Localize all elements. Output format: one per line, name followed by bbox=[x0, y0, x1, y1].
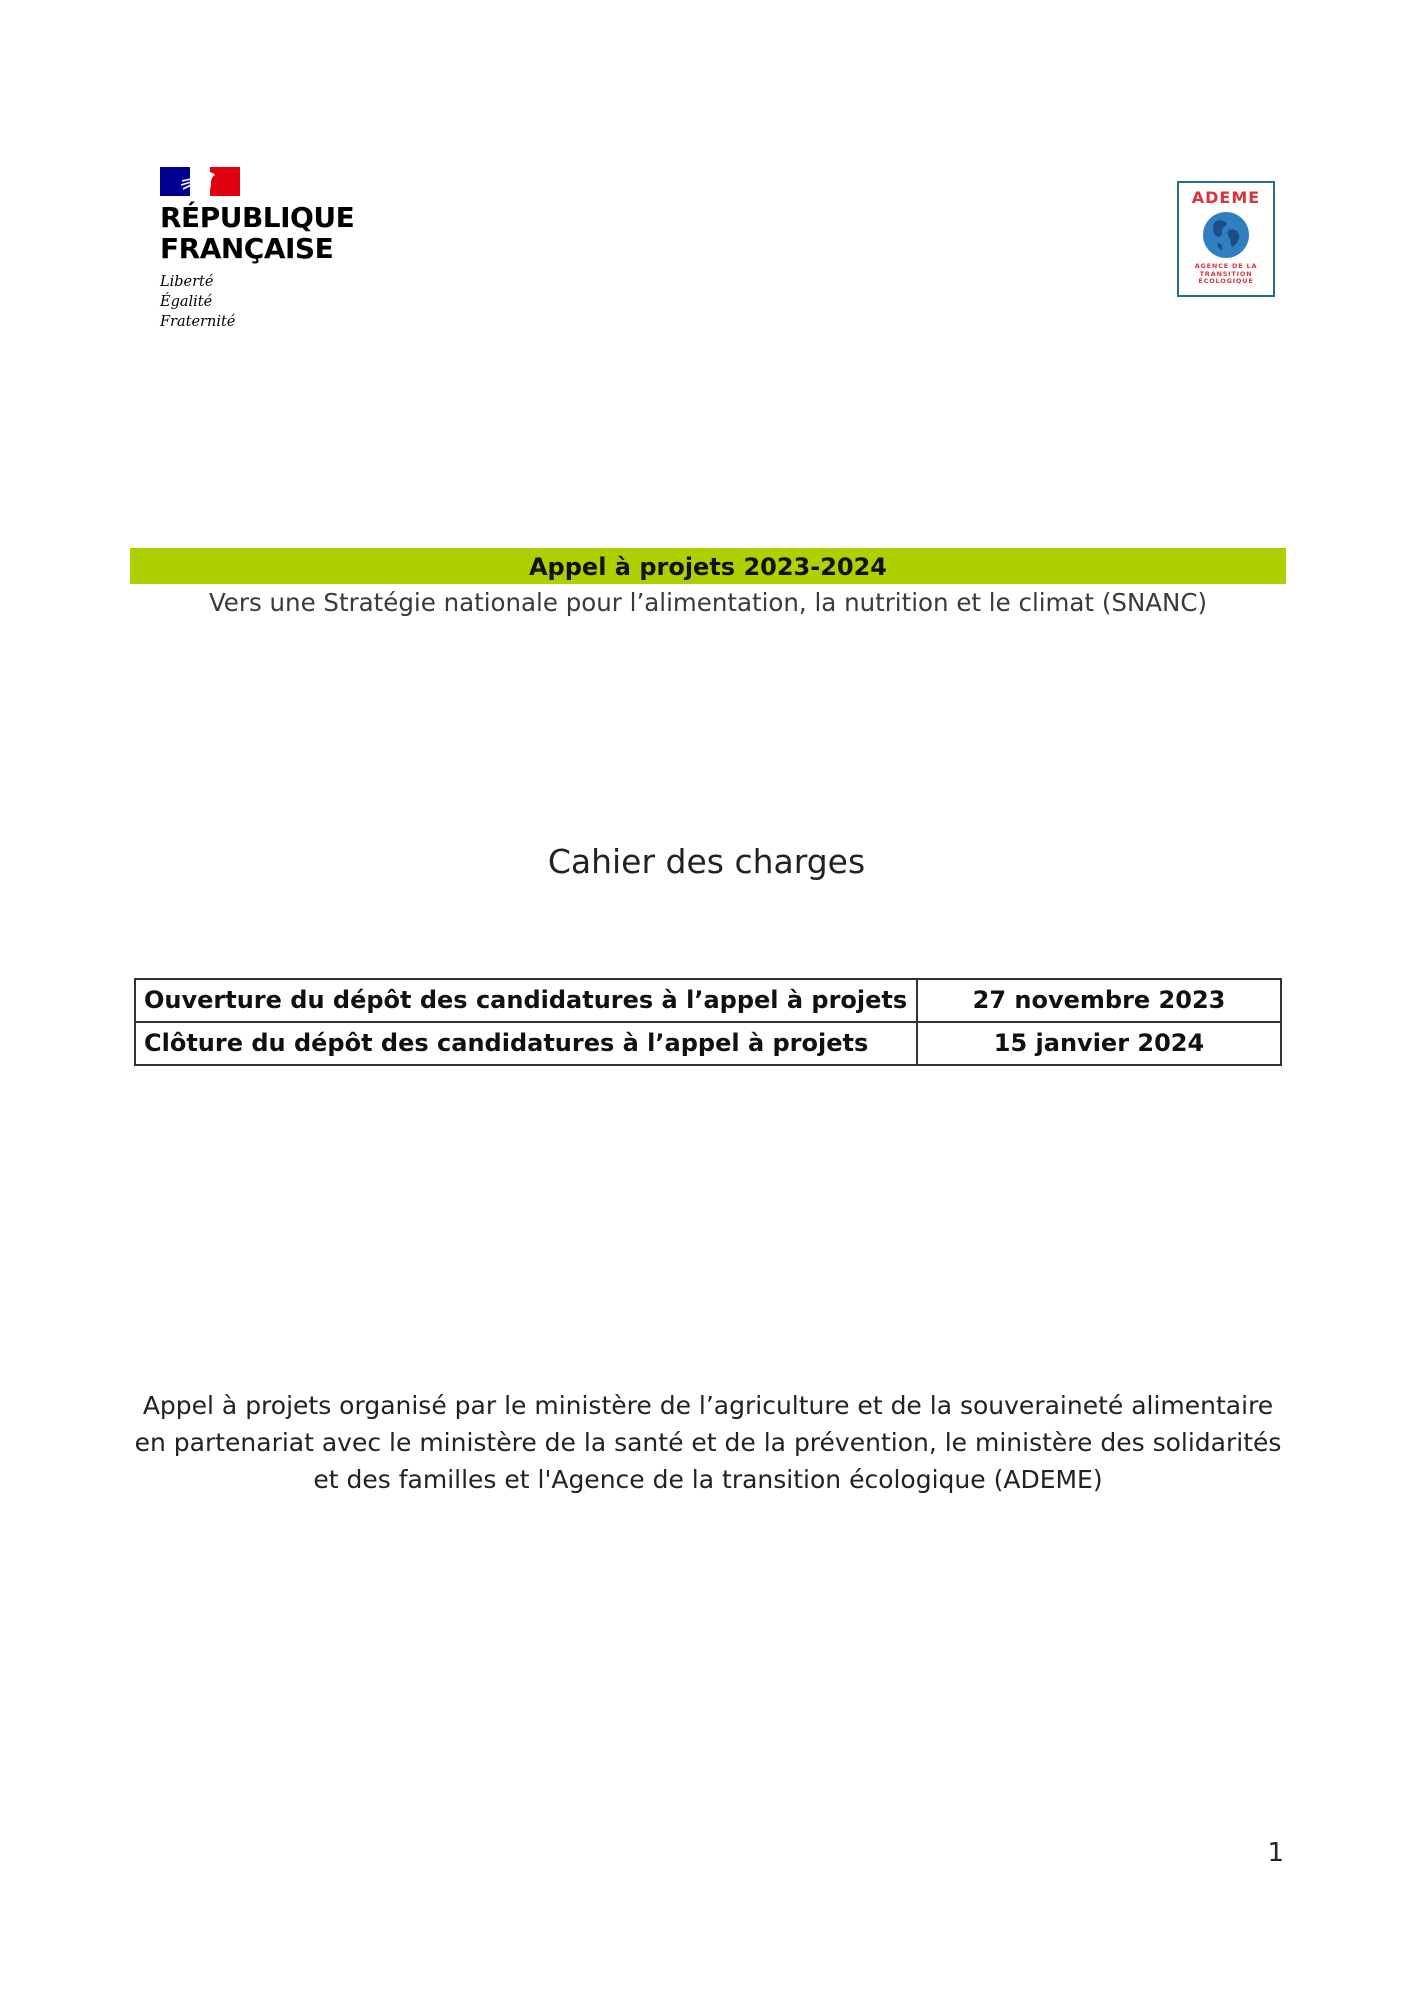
rf-motto-liberte: Liberté bbox=[160, 274, 214, 290]
rf-motto bbox=[160, 272, 380, 332]
rf-motto-fraternite: Fraternité bbox=[160, 314, 236, 330]
ademe-subtitle-line2: TRANSITION bbox=[1199, 269, 1253, 278]
opening-label-cell: Ouverture du dépôt des candidatures à l’appel à projets bbox=[135, 979, 917, 1022]
rf-motto-egalite: Égalité bbox=[160, 294, 213, 310]
globe-icon bbox=[1201, 210, 1251, 260]
rf-name bbox=[160, 202, 380, 264]
rf-name-line2: FRANÇAISE bbox=[160, 232, 334, 265]
document-subtitle: Vers une Stratégie nationale pour l’alimentation, la nutrition et le climat (SNANC) bbox=[208, 588, 1208, 617]
ademe-subtitle bbox=[1179, 263, 1273, 286]
closing-date-cell: 15 janvier 2024 bbox=[917, 1022, 1281, 1065]
page-number: 1 bbox=[1267, 1838, 1284, 1868]
ademe-logo bbox=[1177, 181, 1275, 297]
call-for-projects-banner: Appel à projets 2023-2024 bbox=[130, 548, 1286, 584]
table-row bbox=[135, 1022, 1281, 1065]
ademe-title: ADEME bbox=[1191, 188, 1261, 207]
ademe-subtitle-line1: AGENCE DE LA bbox=[1194, 262, 1258, 270]
organiser-line: et des familles et l'Agence de la transition écologique (ADEME) bbox=[313, 1465, 1103, 1494]
organiser-line: en partenariat avec le ministère de la santé et de la prévention, le ministère des solidarités bbox=[134, 1428, 1282, 1457]
opening-date-cell: 27 novembre 2023 bbox=[917, 979, 1281, 1022]
marianne-flag-icon bbox=[160, 167, 240, 196]
application-dates-table bbox=[134, 978, 1282, 1066]
page-title: Cahier des charges bbox=[547, 842, 866, 881]
organiser-paragraph bbox=[130, 1387, 1286, 1498]
rf-name-line1: RÉPUBLIQUE bbox=[160, 201, 355, 234]
table-row bbox=[135, 979, 1281, 1022]
organiser-line: Appel à projets organisé par le ministère de l’agriculture et de la souveraineté alimentaire bbox=[142, 1391, 1274, 1420]
ademe-subtitle-line3: ÉCOLOGIQUE bbox=[1198, 277, 1254, 285]
republique-francaise-logo bbox=[160, 167, 380, 332]
closing-label-cell: Clôture du dépôt des candidatures à l’appel à projets bbox=[135, 1022, 917, 1065]
